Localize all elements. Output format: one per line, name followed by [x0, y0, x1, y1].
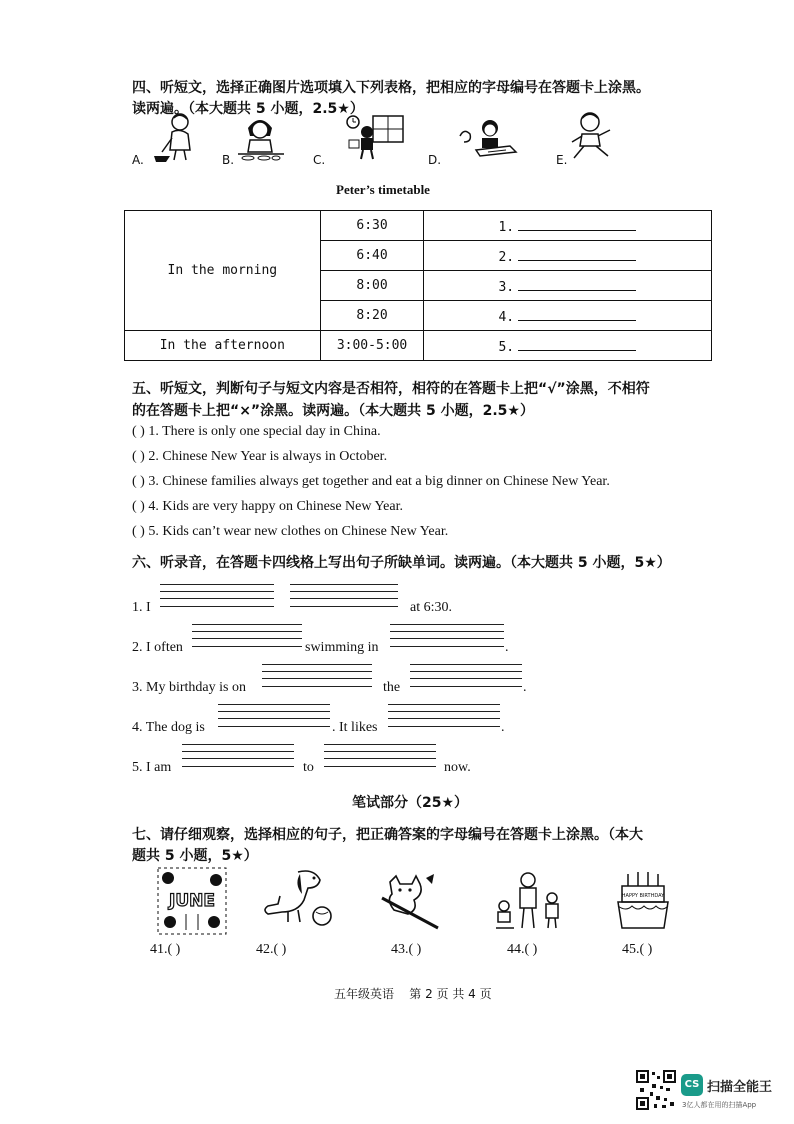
answer-label[interactable]: 43.( ) [391, 942, 422, 957]
four-line-blank[interactable] [410, 664, 522, 690]
answer-cell[interactable] [424, 211, 712, 241]
girl-eating-icon [234, 114, 286, 166]
answer-label[interactable]: 44.( ) [507, 942, 538, 957]
answer-label[interactable]: 45.( ) [622, 942, 653, 957]
family-icon [492, 870, 566, 932]
answer-number: 3. [498, 280, 515, 295]
sentence-part: . [501, 720, 505, 735]
sentence-part: 4. The dog is [132, 720, 205, 735]
answer-bracket[interactable]: ( ) [132, 449, 145, 464]
answer-blank[interactable] [518, 276, 636, 291]
sentence-part: . [505, 640, 509, 655]
answer-bracket[interactable]: ( ) [132, 474, 145, 489]
judge-item: ( ) 1. There is only one special day in China. [132, 424, 381, 439]
boy-window-clock-icon [343, 114, 407, 160]
boy-homework-icon [458, 118, 518, 158]
section5-title-line2: 的在答题卡上把“×”涂黑。读两遍。（本大题共 5 小题，2.5★） [132, 403, 534, 419]
sentence-part: swimming in [305, 640, 379, 655]
four-line-blank[interactable] [262, 664, 372, 690]
judge-item: ( ) 3. Chinese families always get together and eat a big dinner on Chinese New Year. [132, 474, 610, 489]
answer-cell[interactable] [424, 241, 712, 271]
time-cell: 6:30 [320, 211, 424, 241]
birthday-cake-icon [614, 870, 672, 934]
morning-label: In the morning [125, 211, 321, 331]
section7-title: 七、请仔细观察，选择相应的句子，把正确答案的字母编号在答题卡上涂黑。（本大 [132, 827, 643, 843]
answer-blank[interactable] [518, 306, 636, 321]
section7-title-line2: 题共 5 小题，5★） [132, 848, 258, 864]
table-title: Peter’s timetable [336, 182, 430, 197]
four-line-blank[interactable] [160, 584, 274, 610]
answer-cell[interactable] [424, 331, 712, 361]
section5-title: 五、听短文，判断句子与短文内容是否相符，相符的在答题卡上把“√”涂黑，不相符 [132, 381, 650, 397]
answer-cell[interactable] [424, 301, 712, 331]
answer-number: 2. [498, 250, 515, 265]
four-line-blank[interactable] [290, 584, 398, 610]
sentence-part: 3. My birthday is on [132, 680, 246, 695]
answer-label[interactable]: 42.( ) [256, 942, 287, 957]
section6-title: 六、听录音，在答题卡四线格上写出句子所缺单词。读两遍。（本大题共 5 小题，5★） [132, 555, 671, 571]
june-flowers-icon [156, 866, 228, 936]
option-letter: D. [428, 153, 442, 167]
camscanner-logo: CS [681, 1074, 703, 1096]
june-word: JUNE [169, 891, 215, 911]
answer-bracket[interactable]: ( ) [132, 499, 145, 514]
time-cell: 8:00 [320, 271, 424, 301]
scanner-slogan: 3亿人都在用的扫描App [682, 1101, 757, 1109]
four-line-blank[interactable] [388, 704, 500, 730]
answer-blank[interactable] [518, 246, 636, 261]
sentence-part: 1. I [132, 600, 151, 615]
answer-number: 1. [498, 220, 515, 235]
sentence-part: . [523, 680, 527, 695]
answer-label[interactable]: 41.( ) [150, 942, 181, 957]
option-letter: C. [313, 153, 326, 167]
four-line-blank[interactable] [218, 704, 330, 730]
qr-code-icon [636, 1070, 676, 1110]
child-sweeping-icon [150, 112, 200, 164]
sentence-part: the [383, 680, 401, 695]
dog-ball-icon [258, 866, 338, 928]
judge-item: ( ) 5. Kids can’t wear new clothes on Chinese New Year. [132, 524, 449, 539]
sentence-part: 5. I am [132, 760, 172, 775]
four-line-blank[interactable] [182, 744, 294, 770]
time-cell: 8:20 [320, 301, 424, 331]
sentence-part: 2. I often [132, 640, 183, 655]
answer-bracket[interactable]: ( ) [132, 524, 145, 539]
answer-cell[interactable] [424, 271, 712, 301]
answer-number: 4. [498, 310, 515, 325]
answer-blank[interactable] [518, 216, 636, 231]
answer-bracket[interactable]: ( ) [132, 424, 145, 439]
judge-item: ( ) 4. Kids are very happy on Chinese New Year. [132, 499, 404, 514]
sentence-part: now. [444, 760, 471, 775]
time-cell: 3:00-5:00 [320, 331, 424, 361]
boy-exercising-icon [568, 110, 616, 164]
sentence-part: . It likes [332, 720, 378, 735]
scanner-app-name: 扫描全能王 [707, 1080, 773, 1095]
sentence-part: to [303, 760, 314, 775]
four-line-blank[interactable] [390, 624, 504, 650]
afternoon-label: In the afternoon [125, 331, 321, 361]
sentence-part: at 6:30. [410, 600, 452, 615]
option-letter: A. [132, 153, 144, 167]
option-letter: E. [556, 153, 568, 167]
four-line-blank[interactable] [324, 744, 436, 770]
time-cell: 6:40 [320, 241, 424, 271]
section4-title: 四、听短文，选择正确图片选项填入下列表格，把相应的字母编号在答题卡上涂黑。 [132, 80, 650, 96]
written-part-header: 笔试部分（25★） [352, 795, 469, 811]
answer-blank[interactable] [518, 336, 636, 351]
answer-number: 5. [498, 340, 515, 355]
cake-text: HAPPY BIRTHDAY [621, 893, 665, 899]
timetable [124, 210, 712, 361]
option-letter: B. [222, 153, 235, 167]
section4-title-line2: 读两遍。（本大题共 5 小题，2.5★） [132, 101, 364, 117]
four-line-blank[interactable] [192, 624, 302, 650]
cat-branch-icon [378, 870, 442, 932]
page-footer: 五年级英语 第 2 页 共 4 页 [334, 987, 492, 1001]
judge-item: ( ) 2. Chinese New Year is always in October. [132, 449, 388, 464]
